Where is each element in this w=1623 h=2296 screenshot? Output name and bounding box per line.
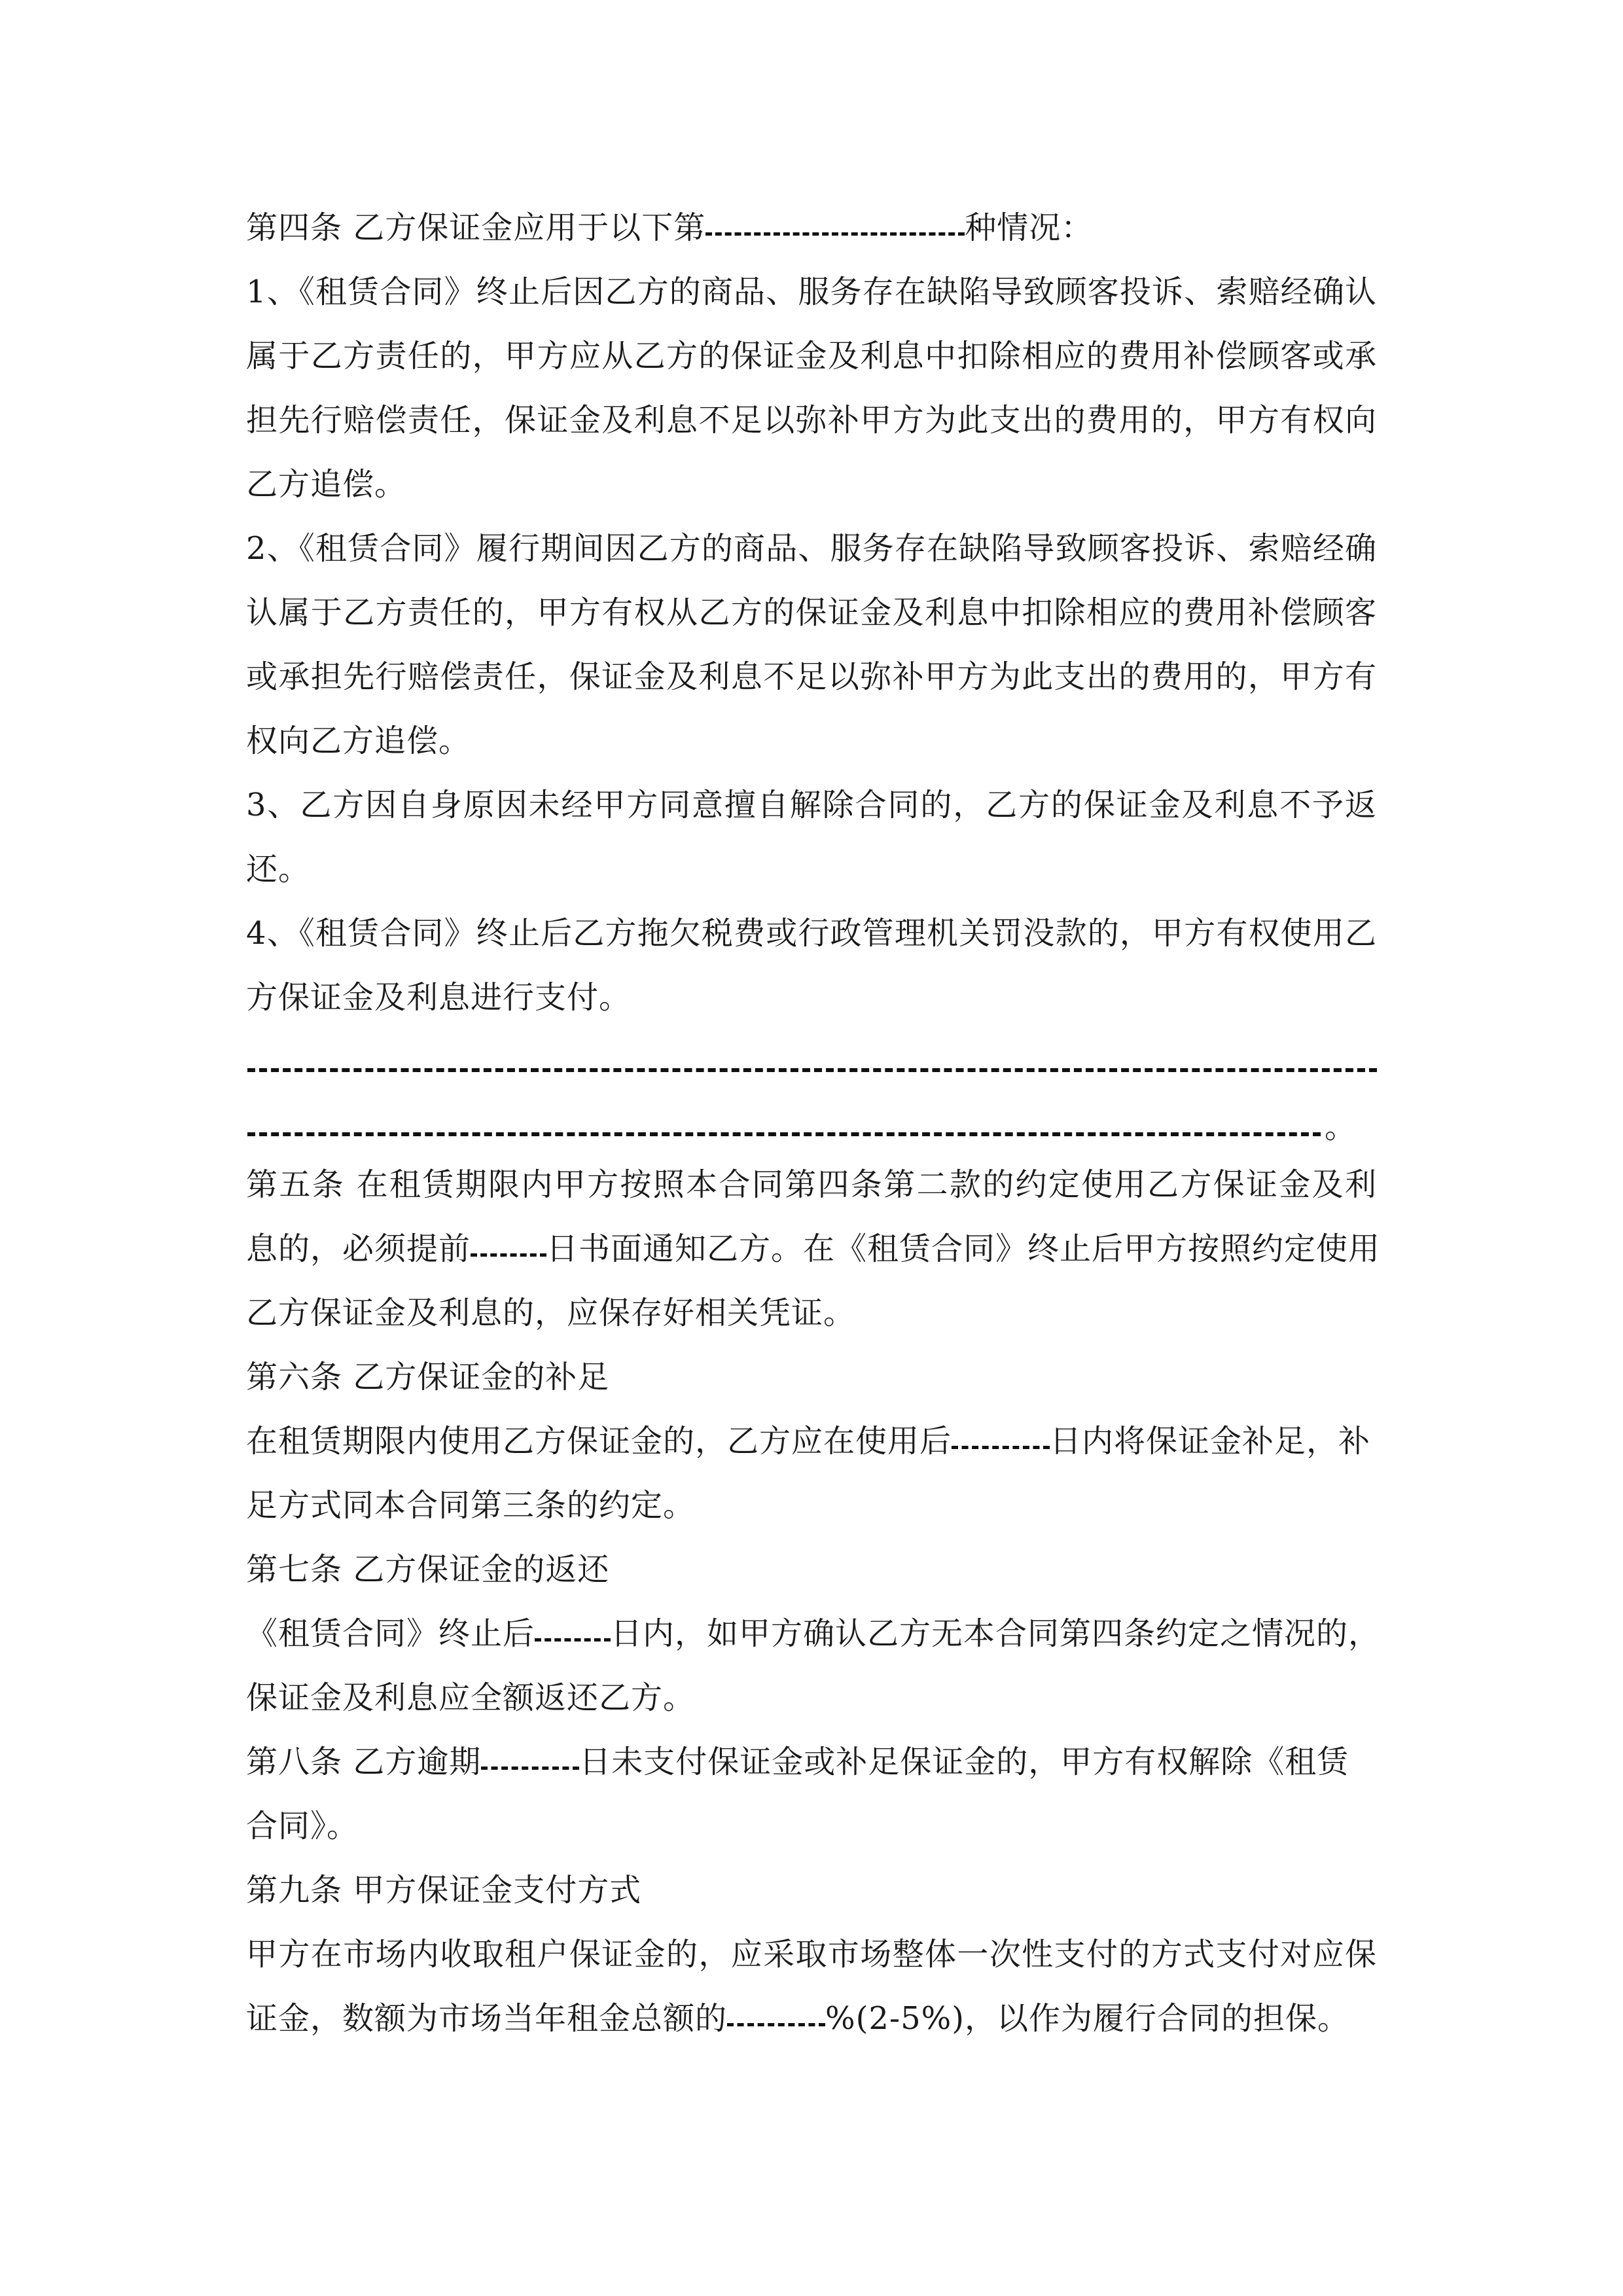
article8-line1: 第八条 乙方逾期 日未支付保证金或补足保证金的，甲方有权解除《租赁: [246, 1744, 1349, 1780]
article4-item3-line1: 3、乙方因自身原因未经甲方同意擅自解除合同的，乙方的保证金及利息不予返: [246, 787, 1377, 823]
article4-item1-line3: 担先行赔偿责任，保证金及利息不足以弥补甲方为此支出的费用的，甲方有权向: [246, 402, 1377, 439]
article6-heading: 第六条 乙方保证金的补足: [246, 1359, 610, 1395]
article6-line2: 足方式同本合同第三条的约定。: [246, 1487, 696, 1524]
article5-line1: 第五条 在租赁期限内甲方按照本合同第四条第二款的约定使用乙方保证金及利: [246, 1166, 1377, 1203]
article4-item1-line1: 1、《租赁合同》终止后因乙方的商品、服务存在缺陷导致顾客投诉、索赔经确认: [246, 274, 1377, 310]
article4-item2-line3: 或承担先行赔偿责任，保证金及利息不足以弥补甲方为此支出的费用的，甲方有: [246, 658, 1377, 695]
article9-line1: 甲方在市场内收取租户保证金的，应采取市场整体一次性支付的方式支付对应保: [246, 1936, 1377, 1973]
article8-line2: 合同》。: [246, 1808, 359, 1844]
percentage-field[interactable]: [727, 2023, 825, 2026]
article4-item4-line1: 4、《租赁合同》终止后乙方拖欠税费或行政管理机关罚没款的，甲方有权使用乙: [246, 915, 1377, 952]
fill-in-period: 。: [1325, 1109, 1357, 1145]
fill-in-rule-2[interactable]: [247, 1132, 1321, 1136]
article7-line1: 《租赁合同》终止后 日内，如甲方确认乙方无本合同第四条约定之情况的，: [246, 1615, 1381, 1652]
overdue-days-field[interactable]: [481, 1767, 579, 1770]
article7-heading: 第七条 乙方保证金的返还: [246, 1551, 610, 1588]
article4-heading: 第四条 乙方保证金应用于以下第 种情况：: [246, 209, 1094, 246]
fill-in-rule-1[interactable]: [247, 1068, 1377, 1072]
article4-item2-line4: 权向乙方追偿。: [246, 723, 471, 759]
article4-item3-line2: 还。: [246, 851, 311, 888]
refund-days-field[interactable]: [535, 1638, 611, 1641]
article9-line2: 证金，数额为市场当年租金总额的 %(2-5%)，以作为履行合同的担保。: [246, 2000, 1349, 2037]
article5-line2: 息的，必须提前 日书面通知乙方。在《租赁合同》终止后甲方按照约定使用: [246, 1230, 1381, 1267]
article9-heading: 第九条 甲方保证金支付方式: [246, 1872, 642, 1909]
article5-line3: 乙方保证金及利息的，应保存好相关凭证。: [246, 1295, 856, 1331]
article4-item1-line2: 属于乙方责任的，甲方应从乙方的保证金及利息中扣除相应的费用补偿顾客或承: [246, 338, 1377, 374]
replenish-days-field[interactable]: [952, 1446, 1050, 1449]
notice-days-field[interactable]: [471, 1253, 546, 1257]
article4-item1-line4: 乙方追偿。: [246, 466, 407, 503]
article4-item4-line2: 方保证金及利息进行支付。: [246, 979, 632, 1016]
article7-line2: 保证金及利息应全额返还乙方。: [246, 1679, 696, 1716]
blank-fill-field[interactable]: [705, 232, 965, 236]
article6-line1: 在租赁期限内使用乙方保证金的，乙方应在使用后 日内将保证金补足，补: [246, 1423, 1371, 1460]
article4-item2-line1: 2、《租赁合同》履行期间因乙方的商品、服务存在缺陷导致顾客投诉、索赔经确: [246, 530, 1377, 567]
article4-item2-line2: 认属于乙方责任的，甲方有权从乙方的保证金及利息中扣除相应的费用补偿顾客: [246, 594, 1377, 631]
